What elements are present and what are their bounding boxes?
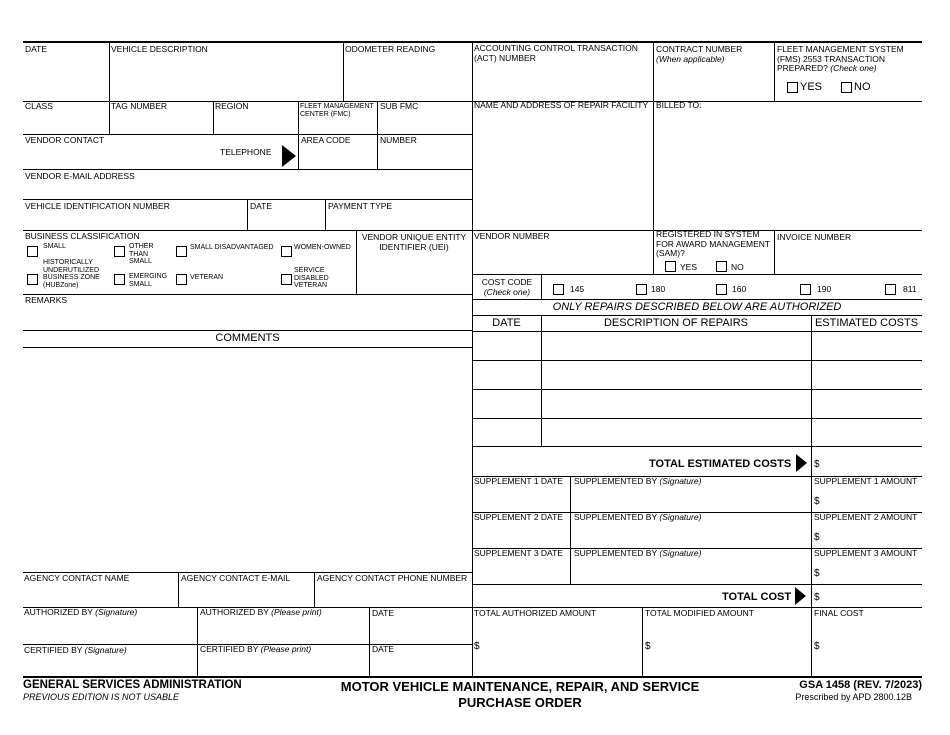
certified-date-label: DATE [372, 644, 395, 654]
divider [472, 584, 922, 585]
divider [541, 315, 542, 446]
small-label: SMALL [43, 243, 66, 250]
supplement-1-by-text: SUPPLEMENTED BY [574, 476, 657, 486]
divider [774, 43, 775, 101]
fms-yes-label: YES [800, 81, 823, 93]
class-label: CLASS [25, 101, 53, 111]
divider [23, 347, 472, 348]
supplement-2-by-text: SUPPLEMENTED BY [574, 512, 657, 522]
comments-label: COMMENTS [215, 332, 280, 344]
form-title-line2: PURCHASE ORDER [458, 695, 582, 710]
vendor-contact-label: VENDOR CONTACT [25, 135, 105, 145]
divider [472, 331, 922, 332]
table-row [472, 418, 922, 419]
billed-to-label: BILLED TO: [656, 100, 702, 110]
table-row [472, 389, 922, 390]
vendor-email-label: VENDOR E-MAIL ADDRESS [25, 171, 135, 181]
divider [23, 330, 472, 331]
sam-yes-checkbox[interactable] [665, 261, 676, 272]
cost-code-811-label: 811 [903, 284, 917, 294]
divider [369, 607, 370, 676]
authorized-note: ONLY REPAIRS DESCRIBED BELOW ARE AUTHORIZED [552, 301, 842, 313]
supplement-2-amount-label: SUPPLEMENT 2 AMOUNT [814, 512, 918, 522]
cost-code-label: COST CODE [481, 277, 533, 287]
cost-code-180-label: 180 [651, 284, 666, 294]
total-authorized-label: TOTAL AUTHORIZED AMOUNT [474, 608, 597, 618]
supplement-3-currency: $ [814, 568, 820, 579]
total-modified-currency: $ [645, 641, 651, 652]
date-label: DATE [25, 44, 48, 54]
supplement-2-currency: $ [814, 532, 820, 543]
authorized-by-signature-label [24, 608, 137, 618]
veteran-label: VETERAN [190, 274, 224, 281]
authorized-date-label: DATE [372, 608, 395, 618]
act-number-label: ACCOUNTING CONTROL TRANSACTION (ACT) NUMBER [474, 43, 638, 63]
divider [213, 101, 214, 134]
supplement-3-signature-note: (Signature) [659, 548, 702, 558]
form-title-line1: MOTOR VEHICLE MAINTENANCE, REPAIR, AND SERVICE [340, 679, 700, 694]
supplement-3-amount-label: SUPPLEMENT 3 AMOUNT [814, 548, 918, 558]
uei-label: VENDOR UNIQUE ENTITY IDENTIFIER (UEI) [361, 232, 467, 252]
cost-code-811-checkbox[interactable] [885, 284, 896, 295]
total-estimated-label: TOTAL ESTIMATED COSTS [649, 458, 792, 470]
table-row [472, 360, 922, 361]
divider [356, 230, 357, 294]
supplement-3-by-text: SUPPLEMENTED BY [574, 548, 657, 558]
supplement-1-currency: $ [814, 496, 820, 507]
cost-code-check-note: (Check one) [483, 287, 531, 297]
divider [23, 294, 472, 295]
small-checkbox[interactable] [27, 246, 38, 257]
small-disadvantaged-checkbox[interactable] [176, 246, 187, 257]
cost-code-190-checkbox[interactable] [800, 284, 811, 295]
divider [23, 169, 472, 170]
supplement-2-by-label [574, 513, 701, 523]
hubzone-label: HISTORICALLY UNDERUTILIZED BUSINESS ZONE (HUBZone) [43, 259, 100, 289]
total-modified-label: TOTAL MODIFIED AMOUNT [645, 608, 754, 618]
divider [774, 230, 775, 274]
supplement-1-date-label: SUPPLEMENT 1 DATE [474, 476, 563, 486]
final-cost-currency: $ [814, 641, 820, 652]
telephone-label: TELEPHONE [220, 147, 272, 157]
final-cost-label: FINAL COST [814, 608, 864, 618]
fms-no-label: NO [854, 81, 871, 93]
payment-type-label: PAYMENT TYPE [328, 201, 393, 211]
invoice-number-label: INVOICE NUMBER [777, 232, 852, 242]
certified-by-print-text: CERTIFIED BY [200, 644, 259, 654]
agency-contact-name-label: AGENCY CONTACT NAME [24, 573, 130, 583]
divider [109, 101, 110, 134]
fms-no-checkbox[interactable] [841, 82, 852, 93]
tag-number-label: TAG NUMBER [111, 101, 168, 111]
cost-code-145-label: 145 [570, 284, 585, 294]
supplement-2-signature-note: (Signature) [659, 512, 702, 522]
repairs-estimated-header: ESTIMATED COSTS [814, 317, 919, 329]
divider [811, 446, 812, 476]
supplement-2-date-label: SUPPLEMENT 2 DATE [474, 512, 563, 522]
odometer-reading-label: ODOMETER READING [345, 44, 436, 54]
agency-contact-email-label: AGENCY CONTACT E-MAIL [181, 573, 291, 583]
divider [325, 199, 326, 230]
authorized-by-signature-note: (Signature) [95, 607, 138, 617]
arrow-right-icon [796, 454, 807, 472]
supplement-3-by-label [574, 549, 701, 559]
divider [472, 299, 922, 300]
hubzone-checkbox[interactable] [27, 274, 38, 285]
repair-facility-label: NAME AND ADDRESS OF REPAIR FACILITY [474, 100, 649, 110]
total-authorized-currency: $ [474, 641, 480, 652]
arrow-right-icon [282, 145, 296, 167]
certified-by-print-label [200, 645, 311, 655]
small-disadvantaged-label: SMALL DISADVANTAGED [190, 244, 274, 251]
cost-code-145-checkbox[interactable] [553, 284, 564, 295]
fms-check-note: (Check one) [830, 63, 877, 73]
women-owned-checkbox[interactable] [281, 246, 292, 257]
supplement-1-by-label [574, 477, 701, 487]
vehicle-description-label: VEHICLE DESCRIPTION [111, 44, 208, 54]
divider [178, 572, 179, 607]
divider [642, 607, 643, 676]
total-cost-currency: $ [814, 592, 820, 603]
veteran-checkbox[interactable] [176, 274, 187, 285]
divider [197, 607, 198, 676]
divider [298, 101, 299, 169]
sam-no-label: NO [731, 262, 744, 272]
previous-edition-note: PREVIOUS EDITION IS NOT USABLE [23, 692, 180, 702]
vendor-number-label: VENDOR NUMBER [474, 231, 550, 241]
remarks-label: REMARKS [25, 295, 68, 305]
divider [811, 315, 812, 446]
area-code-label: AREA CODE [301, 135, 351, 145]
authorized-by-print-label [200, 608, 322, 618]
prescribed-note: Prescribed by APD 2800.12B [795, 692, 912, 702]
divider [23, 230, 922, 231]
sam-label: REGISTERED IN SYSTEM FOR AWARD MANAGEMENT (SAM)? [656, 229, 770, 258]
authorized-by-print-text: AUTHORIZED BY [200, 607, 269, 617]
contract-number-label: CONTRACT NUMBER [656, 44, 743, 54]
vin-date-label: DATE [250, 201, 273, 211]
other-than-small-label: OTHER THAN SMALL [129, 243, 154, 265]
emerging-small-label: EMERGING SMALL [129, 273, 168, 288]
sam-no-checkbox[interactable] [716, 261, 727, 272]
divider [811, 584, 812, 676]
authorized-by-text: AUTHORIZED BY [24, 607, 93, 617]
divider [314, 572, 315, 607]
divider [472, 274, 922, 275]
sam-yes-label: YES [680, 262, 698, 272]
divider [811, 476, 812, 584]
divider [570, 476, 571, 584]
vin-label: VEHICLE IDENTIFICATION NUMBER [25, 201, 170, 211]
divider [247, 199, 248, 230]
repairs-description-header: DESCRIPTION OF REPAIRS [603, 317, 749, 329]
supplement-1-amount-label: SUPPLEMENT 1 AMOUNT [814, 476, 918, 486]
other-than-small-checkbox[interactable] [114, 246, 125, 257]
cost-code-160-label: 160 [732, 284, 747, 294]
comments-area[interactable] [25, 350, 470, 570]
divider [541, 274, 542, 299]
service-disabled-veteran-checkbox[interactable] [281, 274, 292, 285]
certified-by-print-note: (Please print) [260, 644, 312, 654]
business-classification-label: BUSINESS CLASSIFICATION [25, 231, 140, 241]
supplement-1-signature-note: (Signature) [659, 476, 702, 486]
divider [653, 43, 654, 101]
bottom-rule [23, 676, 922, 678]
agency-contact-phone-label: AGENCY CONTACT PHONE NUMBER [317, 573, 468, 583]
divider [472, 315, 922, 316]
fmc-label: FLEET MANAGEMENT CENTER (FMC) [300, 103, 374, 118]
region-label: REGION [215, 101, 249, 111]
table-row [472, 446, 922, 447]
certified-by-signature-label [24, 646, 127, 656]
total-estimated-currency: $ [814, 459, 820, 470]
certified-by-text: CERTIFIED BY [24, 645, 83, 655]
agency-name: GENERAL SERVICES ADMINISTRATION [23, 679, 242, 691]
sub-fmc-label: SUB FMC [380, 101, 419, 111]
women-owned-label: WOMEN-OWNED [294, 244, 351, 251]
total-cost-label: TOTAL COST [722, 591, 792, 603]
arrow-right-icon [795, 587, 806, 605]
fms-label [777, 45, 919, 74]
cost-code-160-checkbox[interactable] [716, 284, 727, 295]
contract-note: (When applicable) [656, 54, 725, 64]
service-disabled-veteran-label: SERVICE DISABLED VETERAN [294, 267, 329, 289]
fms-question: FLEET MANAGEMENT SYSTEM (FMS) 2553 TRANSACTION PREPARED? [777, 44, 904, 73]
number-label: NUMBER [380, 135, 417, 145]
certified-by-signature-note: (Signature) [84, 645, 127, 655]
divider [343, 43, 344, 101]
cost-code-180-checkbox[interactable] [636, 284, 647, 295]
emerging-small-checkbox[interactable] [114, 274, 125, 285]
form-number: GSA 1458 (REV. 7/2023) [799, 679, 922, 691]
repairs-date-header: DATE [492, 317, 521, 329]
authorized-by-print-note: (Please print) [271, 607, 322, 617]
fms-yes-checkbox[interactable] [787, 82, 798, 93]
divider [653, 101, 654, 274]
supplement-3-date-label: SUPPLEMENT 3 DATE [474, 548, 563, 558]
cost-code-190-label: 190 [817, 284, 832, 294]
divider [109, 43, 110, 101]
